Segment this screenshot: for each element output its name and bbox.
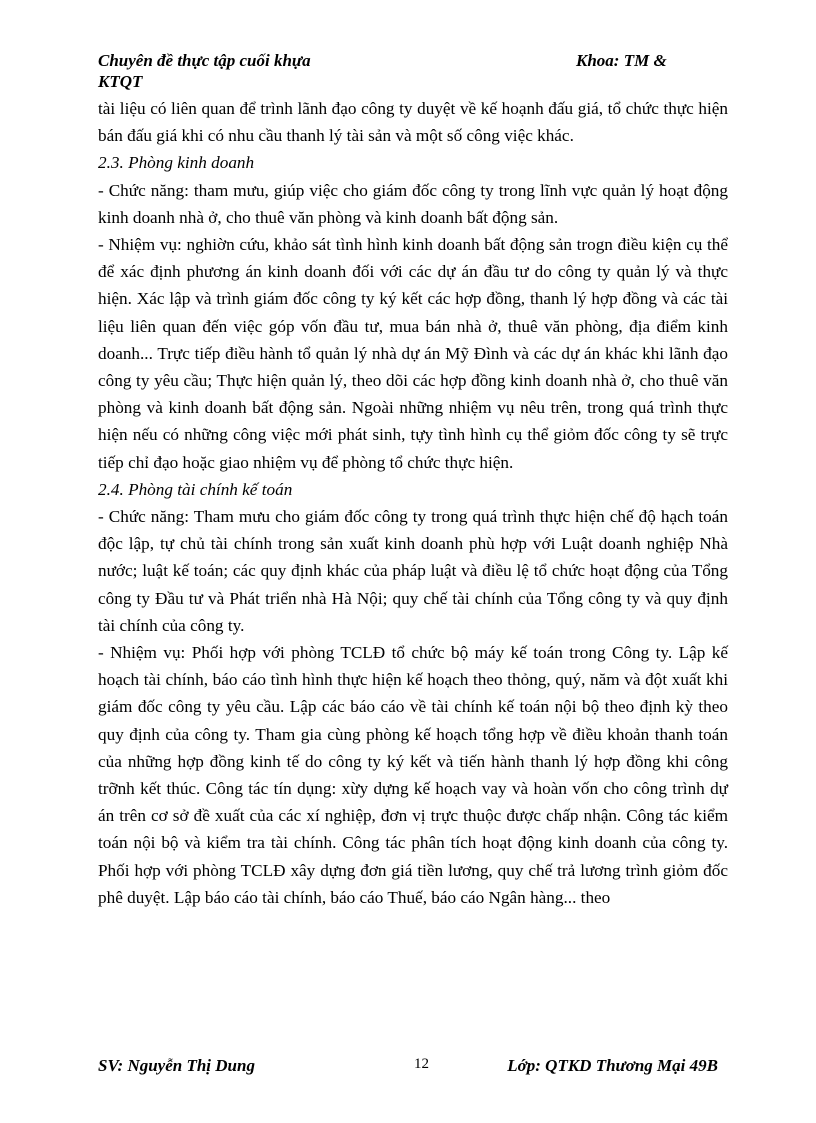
paragraph: - Nhiệm vụ: Phối hợp với phòng TCLĐ tổ chức bộ máy kế toán trong Công ty. Lập kế hoạch tài chính, báo cáo tình hình thực hiện kế hoạch theo thỏng, quý, năm và đột xuất khi giám đốc công ty yêu cầu. Lập các báo cáo về tài chính kế toán nội bộ theo định kỳ theo quy định của công ty. Tham gia cùng phòng kế hoạch tổng hợp về điều khoản thanh toán của những hợp đồng kinh tế do công ty ký kết và tiến hành thanh lý hợp đồng khi công trỡnh kết thúc. Công tác tín dụng: xừy dựng kế hoạch vay và hoàn vốn cho công trình dự án trên cơ sở đề xuất của các xí nghiệp, đơn vị trực thuộc được chấp nhận. Công tác kiểm toán nội bộ và kiểm tra tài chính. Công tác phân tích hoạt động kinh doanh của công ty. Phối hợp với phòng TCLĐ xây dựng đơn giá tiền lương, quy chế trả lương trình giỏm đốc phê duyệt. Lập báo cáo tài chính, báo cáo Thuế, báo cáo Ngân hàng... theo [98,643,728,907]
paragraph: - Chức năng: tham mưu, giúp việc cho giám đốc công ty trong lĩnh vực quản lý hoạt động kinh doanh nhà ở, cho thuê văn phòng và kinh doanh bất động sản. [98,180,728,227]
class-label: Lớp: QTKD Thương Mại 49B [507,1056,718,1075]
document-body [98,95,728,911]
page-footer [98,1056,728,1078]
paragraph: tài liệu có liên quan để trình lãnh đạo công ty duyệt về kế hoạnh đấu giá, tổ chức thực hiện bán đấu giá khi có nhu cầu thanh lý tài sản và một số công việc khác. [98,99,728,146]
faculty-label: Khoa: TM & [576,51,667,70]
faculty-continuation: KTQT [98,72,143,91]
paragraph: - Nhiệm vụ: nghiờn cứu, khảo sát tình hình kinh doanh bất động sản trogn điều kiện cụ thể để xác định phương án kinh doanh đối với các dự án đầu tư do công ty quản lý và thực hiện. Xác lập và trình giám đốc công ty ký kết các hợp đồng, thanh lý hợp đồng và các tài liệu liên quan đến việc góp vốn đầu tư, mua bán nhà ở, thuê văn phòng, địa điểm kinh doanh... Trực tiếp điều hành tổ quản lý nhà dự án Mỹ Đình và các dự án khác khi lãnh đạo công ty yêu cầu; Thực hiện quản lý, theo dõi các hợp đồng kinh doanh nhà ở, cho thuê văn phòng và kinh doanh bất động sản. Ngoài những nhiệm vụ nêu trên, trong quá trình thực hiện nếu có những công việc mới phát sinh, tựy tình hình cụ thể giỏm đốc công ty sẽ trực tiếp chỉ đạo hoặc giao nhiệm vụ để phòng tổ chức thực hiện. [98,235,728,472]
section-heading-2-4: 2.4. Phòng tài chính kế toán [98,479,293,499]
paragraph: - Chức năng: Tham mưu cho giám đốc công ty trong quá trình thực hiện chế độ hạch toán độc lập, tự chủ tài chính trong sản xuất kinh doanh phù hợp với Luật doanh nghiệp Nhà nước; luật kế toán; các quy định khác của pháp luật và điều lệ tổ chức hoạt động của Tổng công ty Đầu tư và Phát triển nhà Hà Nội; quy chế tài chính của Tổng công ty và quy định tài chính của công ty. [98,507,728,635]
student-name: SV: Nguyễn Thị Dung [98,1056,255,1075]
section-heading-2-3: 2.3. Phòng kinh doanh [98,153,255,173]
page-number: 12 [414,1056,429,1072]
document-title: Chuyên đề thực tập cuối khựa [98,51,311,70]
